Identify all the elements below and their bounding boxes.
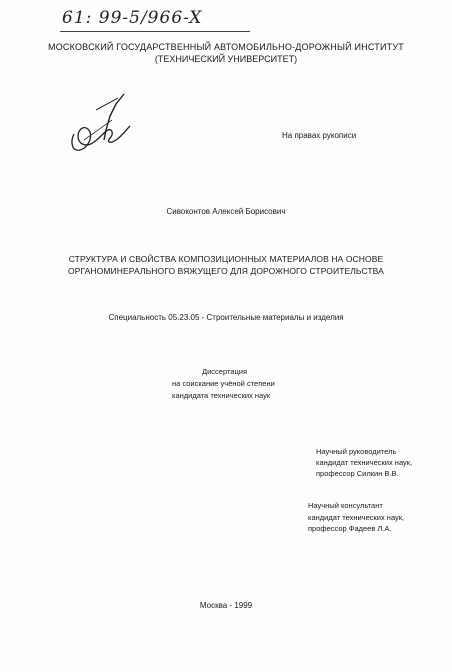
handwritten-signature xyxy=(66,90,136,160)
archive-number-underline xyxy=(60,31,250,32)
dissertation-field: кандидата технических наук xyxy=(172,391,271,400)
dissertation-title-line1: СТРУКТУРА И СВОЙСТВА КОМПОЗИЦИОННЫХ МАТЕРИАЛОВ НА ОСНОВЕ xyxy=(68,254,384,264)
consultant-label: Научный консультант xyxy=(308,501,383,510)
manuscript-note: На правах рукописи xyxy=(282,131,357,140)
consultant-block xyxy=(308,500,404,535)
specialty: Специальность 05.23.05 - Строительные материалы и изделия xyxy=(108,313,344,322)
author-name: Сивоконтов Алексей Борисович xyxy=(166,207,286,216)
city-year: Москва - 1999 xyxy=(199,601,253,610)
supervisor-degree: кандидат технических наук, xyxy=(316,458,413,467)
supervisor-block xyxy=(316,446,412,479)
supervisor-label: Научный руководитель xyxy=(316,447,397,456)
consultant-name: профессор Фадеев Л.А. xyxy=(308,524,392,533)
archive-number: 61: 99-5/966-X xyxy=(62,8,203,28)
supervisor-name: профессор Силкин В.В. xyxy=(316,469,399,478)
dissertation-block xyxy=(172,366,275,402)
consultant-degree: кандидат технических наук, xyxy=(308,512,405,522)
dissertation-title-line2: ОРГАНОМИНЕРАЛЬНОГО ВЯЖУЩЕГО ДЛЯ ДОРОЖНОГО СТРОИТЕЛЬСТВА xyxy=(68,266,384,276)
institution-name: МОСКОВСКИЙ ГОСУДАРСТВЕННЫЙ АВТОМОБИЛЬНО-ДОРОЖНЫЙ ИНСТИТУТ xyxy=(48,42,404,52)
dissertation-label: Диссертация xyxy=(202,367,248,376)
institution-subtitle: (ТЕХНИЧЕСКИЙ УНИВЕРСИТЕТ) xyxy=(154,54,298,64)
dissertation-degree: на соискание учёной степени xyxy=(172,379,275,388)
